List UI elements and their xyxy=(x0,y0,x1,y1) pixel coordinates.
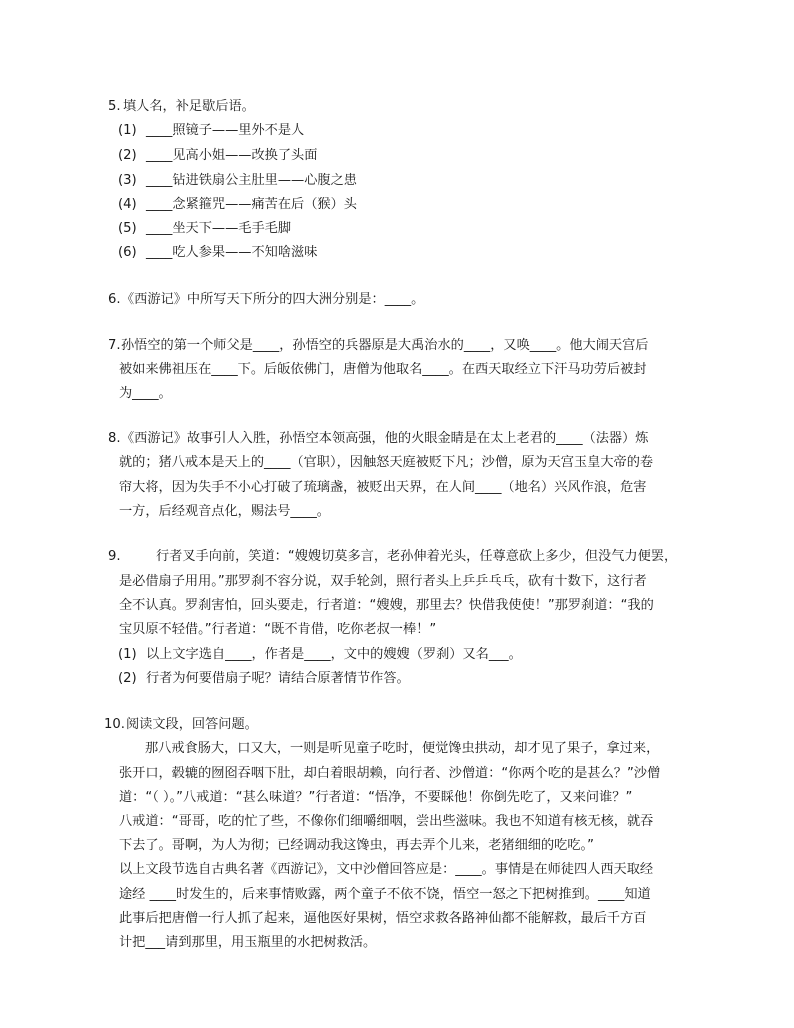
question-text-line: 此事后把唐僧一行人抓了起来，逼他医好果树，悟空求救各路神仙都不能解救，最后千方百 xyxy=(119,911,647,926)
passage-line: 八戒道：“哥哥，吃的忙了些，不像你们细嚼细咽，尝出些滋味。我也不知道有核无核，就吞 xyxy=(119,814,654,829)
question-number: 9. xyxy=(108,549,121,564)
question-text-line: 途经 ____时发生的，后来事情败露，两个童子不依不饶，悟空一怒之下把树推到。____知道 xyxy=(119,887,651,902)
passage-line: 是必借扇子用用。”那罗刹不容分说，双手轮剑，照行者头上乒乒乓乓，砍有十数下，这行者 xyxy=(119,574,647,589)
question-number: 8. xyxy=(108,431,121,446)
item-text: ____吃人参果——不知啥滋味 xyxy=(146,245,318,260)
item-label: (6) xyxy=(118,245,137,260)
item-label: (1) xyxy=(118,123,137,138)
passage-line: 宝贝原不轻借。”行者道：“既不肯借，吃你老叔一棒！” xyxy=(119,622,437,637)
question-text-line: 帘大将，因为失手不小心打破了琉璃盏，被贬出天界，在人间____（地名）兴风作浪，危害 xyxy=(119,480,647,495)
item-text: ____念紧箍咒——痛苦在后（猴）头 xyxy=(146,197,357,212)
question-prompt: 阅读文段，回答问题。 xyxy=(126,717,258,732)
item-label: (2) xyxy=(118,148,137,163)
question-text-line: 以上文段节选自古典名著《西游记》，文中沙僧回答应是：____。事情是在师徒四人西天取经 xyxy=(119,862,654,877)
passage-line: 下去了。哥啊，为人为彻；已经调动我这馋虫，再去弄个儿来，老猪细细的吃吃。” xyxy=(119,838,594,853)
item-text: 以上文字选自____，作者是____，文中的嫂嫂（罗刹）又名___。 xyxy=(146,647,522,662)
question-text-line: 《西游记》故事引人入胜，孙悟空本领高强，他的火眼金睛是在太上老君的____（法器）炼 xyxy=(121,431,649,446)
item-text: ____照镜子——里外不是人 xyxy=(146,123,305,138)
item-text: ____坐天下——毛手毛脚 xyxy=(146,221,292,236)
item-label: (3) xyxy=(118,173,137,188)
question-text: 《西游记》中所写天下所分的四大洲分别是：____。 xyxy=(121,292,425,307)
question-number: 6. xyxy=(108,292,121,307)
passage-line: 道：“（ ）。”八戒道：“甚么味道？”行者道：“悟净，不要睬他！你倒先吃了，又来问谁？” xyxy=(119,790,633,805)
item-label: (1) xyxy=(118,647,137,662)
item-text: ____见高小姐——改换了头面 xyxy=(146,148,318,163)
question-text-line: 孙悟空的第一个师父是____，孙悟空的兵器原是大禹治水的____，又唤____。他大闹天宫后 xyxy=(121,338,649,353)
question-number: 7. xyxy=(108,338,121,353)
item-label: (4) xyxy=(118,197,137,212)
question-text-line: 被如来佛祖压在____下。后皈依佛门，唐僧为他取名____。在西天取经立下汗马功劳后被封 xyxy=(119,362,647,377)
question-number: 10. xyxy=(104,717,125,732)
question-text-line: 为____。 xyxy=(119,386,172,401)
question-prompt: 填人名，补足歇后语。 xyxy=(123,99,255,114)
item-label: (5) xyxy=(118,221,137,236)
passage-line: 那八戒食肠大，口又大，一则是听见童子吃时，便觉馋虫拱动，却才见了果子，拿过来， xyxy=(145,741,660,756)
item-text: 行者为何要借扇子呢？请结合原著情节作答。 xyxy=(146,671,410,686)
question-text-line: 计把___请到那里，用玉瓶里的水把树救活。 xyxy=(119,935,377,950)
passage-line: 全不认真。罗刹害怕，回头要走，行者道：“嫂嫂，那里去？快借我使使！”那罗刹道：“我的 xyxy=(119,598,654,613)
question-text-line: 一方，后经观音点化，赐法号____。 xyxy=(119,504,330,519)
question-text-line: 就的；猪八戒本是天上的____（官职），因触怒天庭被贬下凡；沙僧，原为天宫玉皇大帝的卷 xyxy=(119,455,654,470)
passage-line: 行者叉手向前，笑道：“嫂嫂切莫多言，老孙伸着光头，任尊意砍上多少，但没气力便罢， xyxy=(156,549,678,564)
item-text: ____钻进铁扇公主肚里——心腹之患 xyxy=(146,173,357,188)
item-label: (2) xyxy=(118,671,137,686)
question-number: 5. xyxy=(108,99,121,114)
passage-line: 张开口，毂辘的囫囵吞咽下肚，却白着眼胡赖，向行者、沙僧道：“你两个吃的是甚么？”沙僧 xyxy=(119,766,661,781)
